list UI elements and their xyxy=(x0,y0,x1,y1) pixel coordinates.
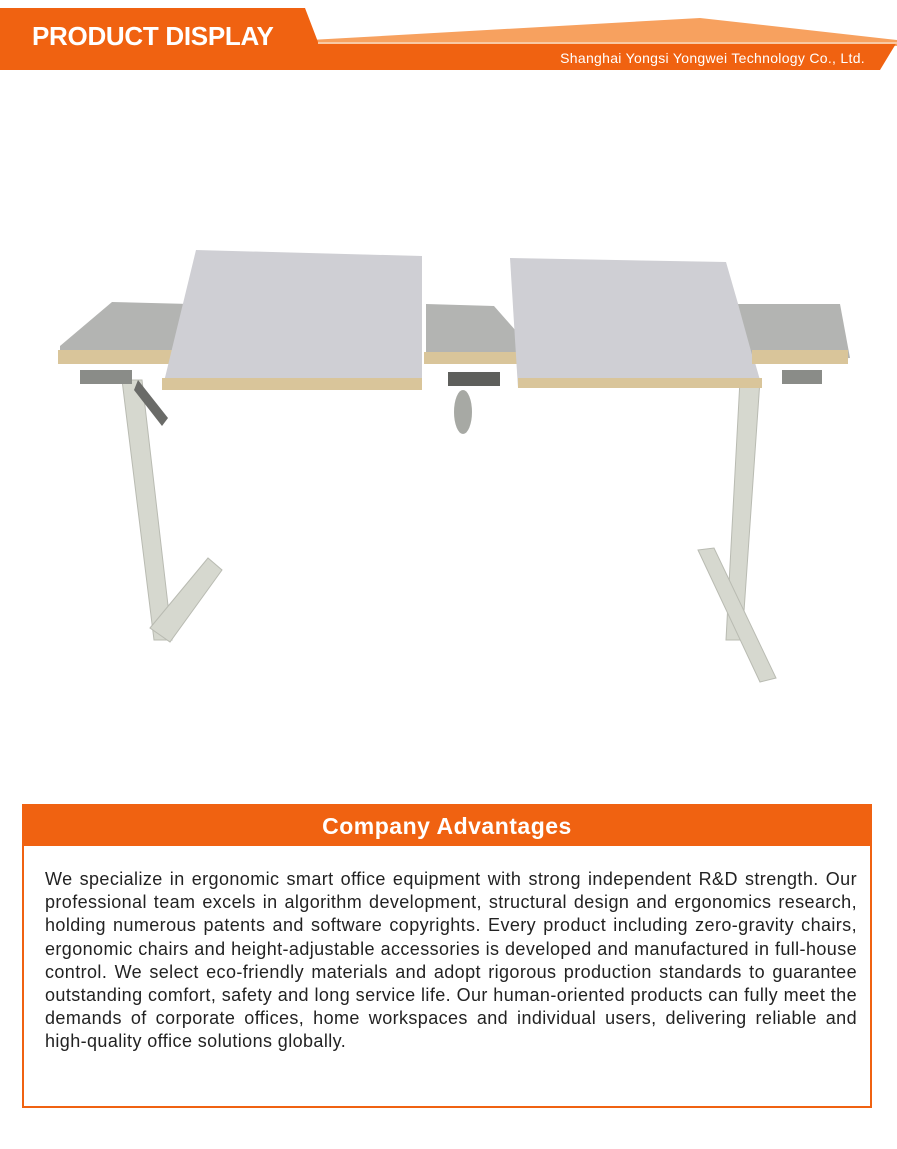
product-image xyxy=(50,240,860,690)
company-advantages-title: Company Advantages xyxy=(24,806,870,846)
company-advantages-panel xyxy=(22,804,872,1108)
desk-illustration xyxy=(50,240,860,690)
header-banner xyxy=(0,0,897,75)
company-name: Shanghai Yongsi Yongwei Technology Co., Ltd. xyxy=(560,50,865,66)
page-title: PRODUCT DISPLAY xyxy=(32,21,274,51)
company-advantages-text: We specialize in ergonomic smart office equipment with strong independent R&D strength. Our professional team excels in algorithm development, structural design and ergonomics research, holding numerous patents and software copyrights. Every product including zero-gravity chairs, ergonomic chairs and height-adjustable accessories is developed and manufactured in full-house control. We select eco-friendly materials and adopt rigorous production standards to guarantee outstanding comfort, safety and long service life. Our human-oriented products can fully meet the demands of corporate offices, home workspaces and individual users, delivering reliable and high-quality office solutions globally. xyxy=(45,869,857,1052)
